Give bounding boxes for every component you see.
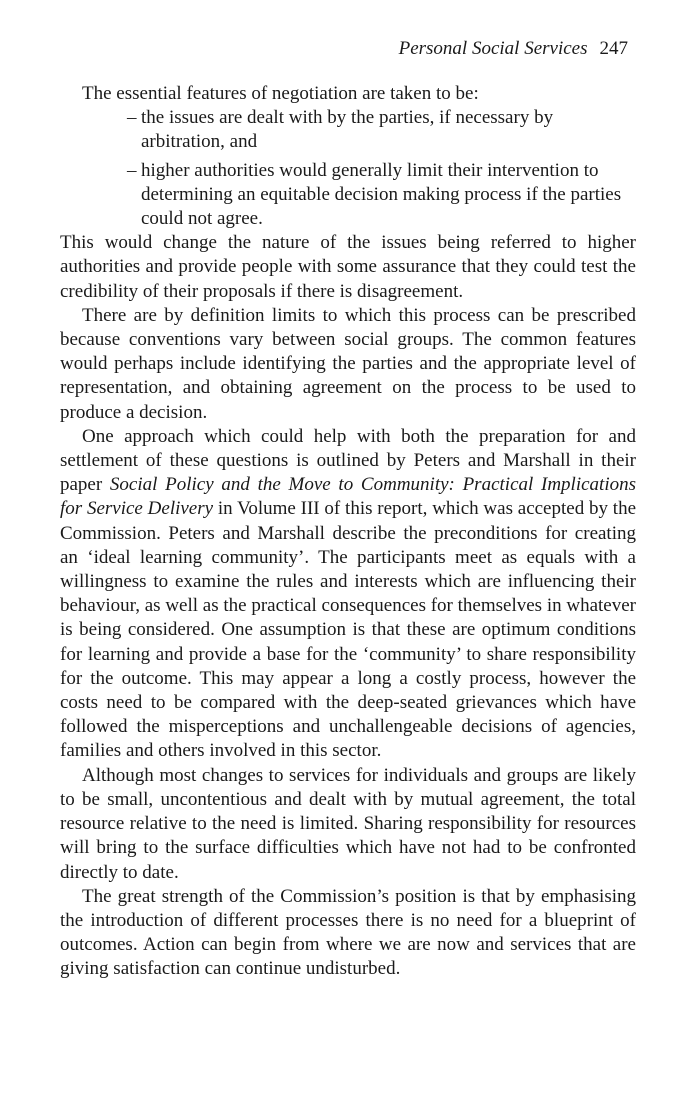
paragraph-3-text-end: in Volume III of this report, which was accepted by the Commission. Peters and Marshall describe the preconditions for creating an ‘ideal learning community’. The participants meet as equals with a willingness to examine the rules and interests which are influencing their behaviour, as well as the practical consequences for themselves in whatever is being considered. One assumption is that these are optimum conditions for learning and provide a base for the ‘community’ to share responsibility for the outcome. This may appear a long a costly process, however the costs need to be compared with the deep-seated grievances which have followed the misperceptions and unchallengeable decisions of agencies, families and others involved in this sector. — [60, 498, 637, 762]
list-item-text: higher authorities would generally limit their intervention to determining an equitable decision making process if the parties could not agree. — [141, 159, 622, 230]
list-item-text: the issues are dealt with by the parties, if necessary by arbitration, and — [141, 107, 554, 153]
intro-paragraph: The essential features of negotiation are taken to be: — [82, 83, 479, 104]
running-title: Personal Social Services — [398, 38, 588, 59]
list-marker: – — [127, 159, 137, 181]
paragraph-3 — [60, 425, 636, 764]
list-item — [127, 106, 636, 154]
body-text — [60, 82, 636, 982]
list-item — [127, 159, 636, 232]
paper-title: Social Policy and the Move to Community: Practical Implications for Service Delivery — [60, 474, 636, 520]
paragraph-1: This would change the nature of the issues being referred to higher authorities and provide people with some assurance that they could test the credibility of their proposals if there is disagreement. — [60, 232, 636, 302]
paragraph-4: Although most changes to services for individuals and groups are likely to be small, uncontentious and dealt with by mutual agreement, the total resource relative to the need is limited. Sharing responsibility for resources will bring to the surface difficulties which have not had to be confronted directly to date. — [60, 764, 636, 883]
page-number: 247 — [599, 38, 628, 59]
running-head — [399, 38, 628, 60]
list-marker: – — [127, 107, 137, 129]
paragraph-3-text-start: One approach which could help with both the preparation for and settlement of these questions is outlined by Peters and Marshall in their paper — [60, 425, 636, 496]
paragraph-5: The great strength of the Commission’s position is that by emphasising the introduction of different processes there is no need for a blueprint of outcomes. Action can begin from where we are now and services that are giving satisfaction can continue undisturbed. — [60, 885, 636, 980]
negotiation-features-list — [127, 106, 636, 231]
paragraph-2: There are by definition limits to which this process can be prescribed because conventions vary between social groups. The common features would perhaps include identifying the parties and the appropriate level of representation, and obtaining agreement on the process to be used to produce a decision. — [60, 304, 636, 423]
